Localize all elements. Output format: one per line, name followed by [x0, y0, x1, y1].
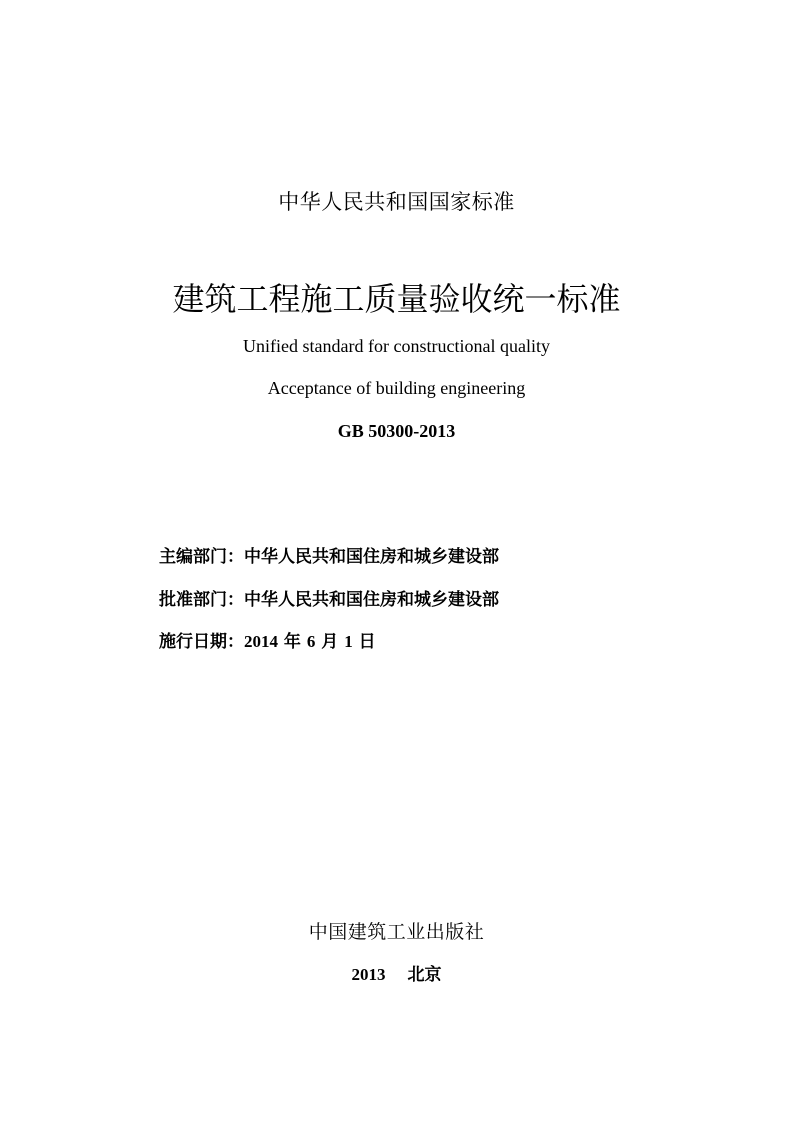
date-year: 2014 — [244, 632, 278, 651]
date-day: 1 — [344, 632, 353, 651]
approver-label: 批准部门： — [159, 590, 244, 610]
standard-code: GB 50300-2013 — [337, 421, 456, 441]
publication-year: 2013 — [351, 965, 386, 984]
approver-value: 中华人民共和国住房和城乡建设部 — [244, 590, 499, 610]
english-title-line2: Acceptance of building engineering — [267, 378, 526, 398]
approver-department — [159, 585, 499, 610]
standard-series: 中华人民共和国国家标准 — [278, 190, 515, 214]
editor-label: 主编部门： — [159, 547, 244, 567]
editor-value: 中华人民共和国住房和城乡建设部 — [244, 547, 499, 567]
publication-place — [0, 960, 793, 985]
date-year-unit: 年 — [278, 632, 307, 652]
publisher: 中国建筑工业出版社 — [308, 921, 485, 943]
date-month-unit: 月 — [315, 632, 345, 652]
document-title: 建筑工程施工质量验收统一标准 — [172, 280, 621, 318]
date-day-unit: 日 — [352, 632, 376, 652]
english-title-line1: Unified standard for constructional quality — [243, 336, 550, 356]
date-label: 施行日期： — [159, 632, 244, 652]
editor-department — [159, 542, 499, 567]
publication-city: 北京 — [407, 965, 442, 985]
effective-date — [159, 627, 376, 652]
date-month: 6 — [306, 632, 316, 651]
